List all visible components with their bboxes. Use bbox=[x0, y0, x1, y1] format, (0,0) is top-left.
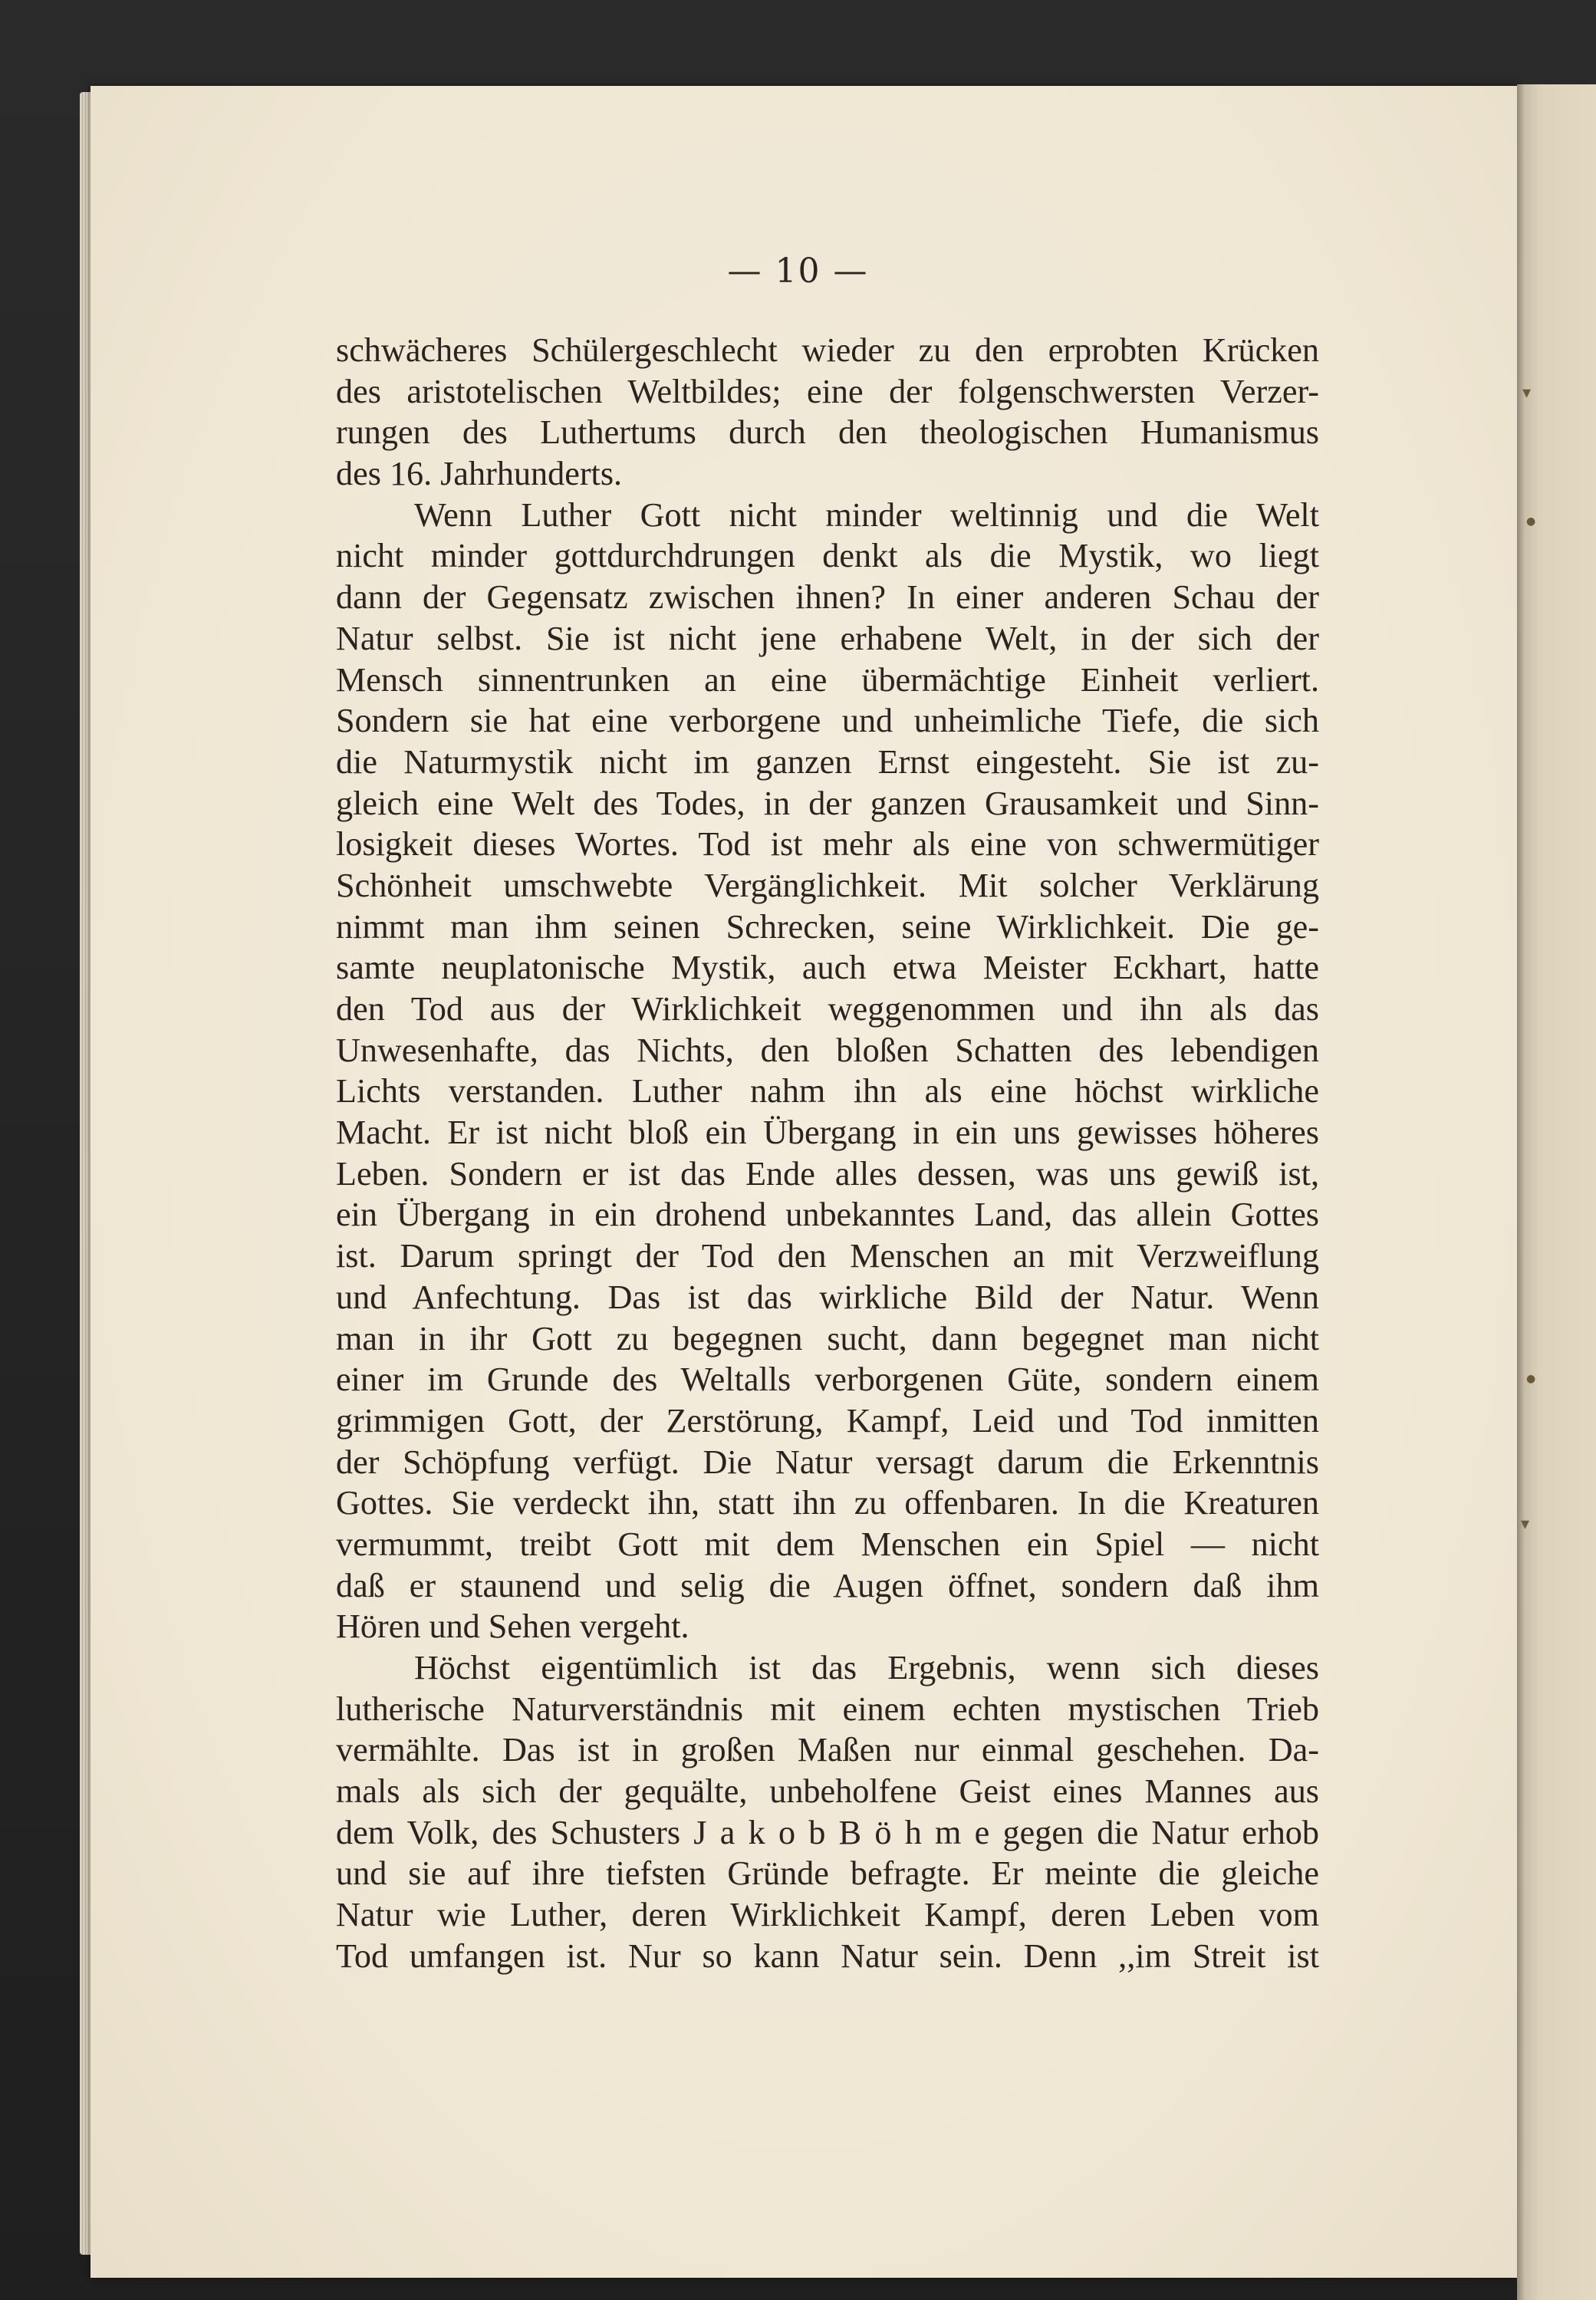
margin-mark: ● bbox=[1526, 515, 1536, 528]
text-line: Leben. Sondern er ist das Ende alles dessen, was uns gewiß ist, bbox=[336, 1154, 1319, 1193]
text-line: Schönheit umschwebte Vergänglichkeit. Mit solcher Verklärung bbox=[336, 866, 1319, 904]
text-line: des aristotelischen Weltbildes; eine der folgenschwersten Verzer- bbox=[336, 372, 1319, 410]
text-line: Tod umfangen ist. Nur so kann Natur sein. Denn ,,im Streit ist bbox=[336, 1936, 1319, 1975]
text-line: grimmigen Gott, der Zerstörung, Kampf, Leid und Tod inmitten bbox=[336, 1401, 1319, 1440]
text-line: nimmt man ihm seinen Schrecken, seine Wirklichkeit. Die ge- bbox=[336, 907, 1319, 946]
text-line: lutherische Naturverständnis mit einem echten mystischen Trieb bbox=[336, 1690, 1319, 1728]
text-line: ein Übergang in ein drohend unbekanntes Land, das allein Gottes bbox=[336, 1196, 1319, 1234]
text-line: Natur selbst. Sie ist nicht jene erhabene Welt, in der sich der bbox=[336, 619, 1319, 657]
text-line: gleich eine Welt des Todes, in der ganzen Grausamkeit und Sinn- bbox=[336, 784, 1319, 822]
text-line: und Anfechtung. Das ist das wirkliche Bild der Natur. Wenn bbox=[336, 1278, 1319, 1316]
text-line: samte neuplatonische Mystik, auch etwa Meister Eckhart, hatte bbox=[336, 949, 1319, 987]
body-text bbox=[336, 330, 1319, 1977]
text-line: Lichts verstanden. Luther nahm ihn als eine höchst wirkliche bbox=[336, 1072, 1319, 1111]
margin-mark: ● bbox=[1526, 1373, 1536, 1385]
text-line: Macht. Er ist nicht bloß ein Übergang in ein uns gewisses höheres bbox=[336, 1114, 1319, 1152]
text-line: Höchst eigentümlich ist das Ergebnis, wenn sich dieses bbox=[414, 1649, 1319, 1686]
text-line: ist. Darum springt der Tod den Menschen an mit Verzweiflung bbox=[336, 1237, 1319, 1275]
text-line: dann der Gegensatz zwischen ihnen? In einer anderen Schau der bbox=[336, 578, 1319, 617]
text-line: vermählte. Das ist in großen Maßen nur einmal geschehen. Da- bbox=[336, 1731, 1319, 1769]
text-line: den Tod aus der Wirklichkeit weggenommen und ihn als das bbox=[336, 990, 1319, 1028]
text-line: daß er staunend und selig die Augen öffnet, sondern daß ihm bbox=[336, 1566, 1319, 1604]
text-line: und sie auf ihre tiefsten Gründe befragte. Er meinte die gleiche bbox=[336, 1854, 1319, 1893]
margin-mark: ▾ bbox=[1521, 1515, 1530, 1534]
margin-mark: ▾ bbox=[1522, 383, 1532, 403]
text-line: mals als sich der gequälte, unbeholfene Geist eines Mannes aus bbox=[336, 1772, 1319, 1811]
page-number: — 10 — bbox=[727, 252, 869, 291]
text-line: des 16. Jahrhunderts. bbox=[336, 455, 623, 493]
text-line: dem Volk, des Schusters J a k o b B ö h m e gegen die Natur erhob bbox=[336, 1813, 1319, 1851]
adjacent-page-edge bbox=[1517, 84, 1596, 2300]
text-line: Mensch sinnentrunken an eine übermächtige Einheit verliert. bbox=[336, 660, 1319, 699]
text-line: Hören und Sehen vergeht. bbox=[336, 1607, 689, 1646]
text-line: Gottes. Sie verdeckt ihn, statt ihn zu offenbaren. In die Kreaturen bbox=[336, 1484, 1319, 1522]
text-line: man in ihr Gott zu begegnen sucht, dann begegnet man nicht bbox=[336, 1319, 1319, 1357]
text-line: Unwesenhafte, das Nichts, den bloßen Schatten des lebendigen bbox=[336, 1031, 1319, 1069]
text-line: der Schöpfung verfügt. Die Natur versagt darum die Erkenntnis bbox=[336, 1443, 1319, 1481]
text-line: einer im Grunde des Weltalls verborgenen Güte, sondern einem bbox=[336, 1361, 1319, 1399]
text-line: Wenn Luther Gott nicht minder weltinnig und die Welt bbox=[414, 495, 1319, 534]
text-line: losigkeit dieses Wortes. Tod ist mehr als eine von schwermütiger bbox=[336, 825, 1319, 864]
text-line: Sondern sie hat eine verborgene und unheimliche Tiefe, die sich bbox=[336, 702, 1319, 740]
text-line: rungen des Luthertums durch den theologischen Humanismus bbox=[336, 413, 1319, 452]
text-line: schwächeres Schülergeschlecht wieder zu den erprobten Krücken bbox=[336, 331, 1319, 369]
text-line: nicht minder gottdurchdrungen denkt als die Mystik, wo liegt bbox=[336, 537, 1319, 575]
text-line: vermummt, treibt Gott mit dem Menschen ein Spiel — nicht bbox=[336, 1525, 1319, 1563]
text-line: die Naturmystik nicht im ganzen Ernst eingesteht. Sie ist zu- bbox=[336, 742, 1319, 781]
text-line: Natur wie Luther, deren Wirklichkeit Kampf, deren Leben vom bbox=[336, 1896, 1319, 1934]
